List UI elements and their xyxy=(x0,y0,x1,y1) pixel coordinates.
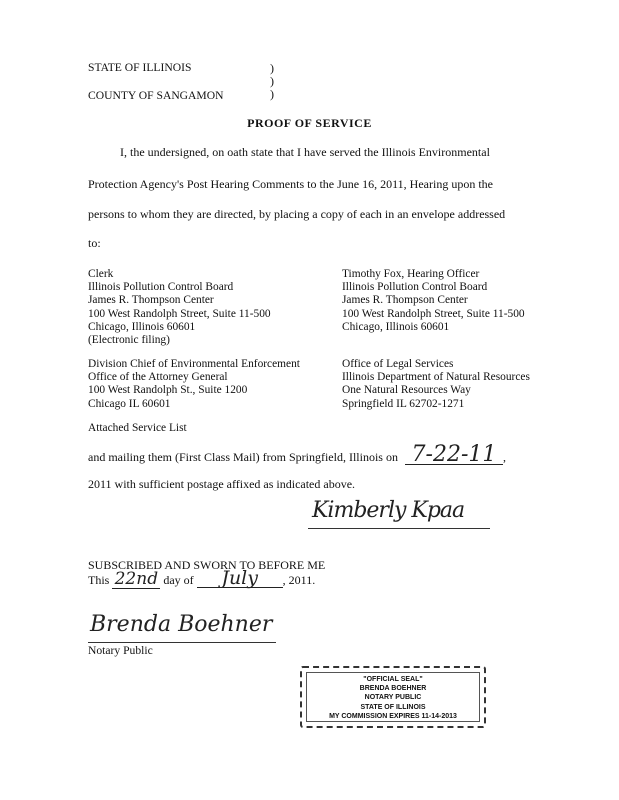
notary-day: 22nd xyxy=(112,573,160,589)
page-title: PROOF OF SERVICE xyxy=(247,116,372,130)
notary-signature-line xyxy=(88,612,276,643)
subscribed-line: SUBSCRIBED AND SWORN TO BEFORE ME xyxy=(88,558,326,572)
address-attorney-general: Division Chief of Environmental Enforcement Office of the Attorney General 100 West Randolph St., Suite 1200 Chicago IL 60601 xyxy=(88,358,300,410)
mailing-text: and mailing them (First Class Mail) from Springfield, Illinois on xyxy=(88,450,398,464)
notary-seal-stamp: "OFFICIAL SEAL" BRENDA BOEHNER NOTARY PUBLIC STATE OF ILLINOIS MY COMMISSION EXPIRES 11-14-2013 xyxy=(300,666,486,728)
postage-line: 2011 with sufficient postage affixed as indicated above. xyxy=(88,477,356,491)
address-clerk: Clerk Illinois Pollution Control Board James R. Thompson Center 100 West Randolph Street, Suite 11-500 Chicago, Illinois 60601 (Electronic filing) xyxy=(88,268,271,346)
notary-month: July xyxy=(197,572,283,588)
intro-line-4: to: xyxy=(88,236,101,250)
mailing-line: and mailing them (First Class Mail) from Springfield, Illinois on 7-22-11 , xyxy=(88,442,506,467)
notary-date-line: This 22nd day of July , 2011. xyxy=(88,567,316,589)
caption-block xyxy=(88,60,224,103)
signature-line xyxy=(308,500,490,529)
address-hearing-officer: Timothy Fox, Hearing Officer Illinois Pollution Control Board James R. Thompson Center 100 West Randolph Street, Suite 11-500 Chicago, Illinois 60601 xyxy=(342,268,525,333)
mailing-date: 7-22-11 xyxy=(405,446,503,465)
intro-line-2: Protection Agency's Post Hearing Comments to the June 16, 2011, Hearing upon the xyxy=(88,177,493,191)
address-legal-services: Office of Legal Services Illinois Department of Natural Resources One Natural Resources Way Springfield IL 62702-1271 xyxy=(342,358,530,410)
caption-county: COUNTY OF SANGAMON xyxy=(88,89,224,102)
caption-state: STATE OF ILLINOIS xyxy=(88,61,192,74)
notary-public-label: Notary Public xyxy=(88,644,153,657)
intro-line-1: I, the undersigned, on oath state that I have served the Illinois Environmental xyxy=(120,145,490,159)
notary-signature: Brenda Boehner xyxy=(90,612,273,637)
attached-service-list: Attached Service List xyxy=(88,422,187,434)
signature: Kimberly Kpaa xyxy=(312,498,465,523)
caption-parens: ) ) ) xyxy=(270,61,274,101)
intro-line-3: persons to whom they are directed, by placing a copy of each in an envelope addressed xyxy=(88,207,506,221)
